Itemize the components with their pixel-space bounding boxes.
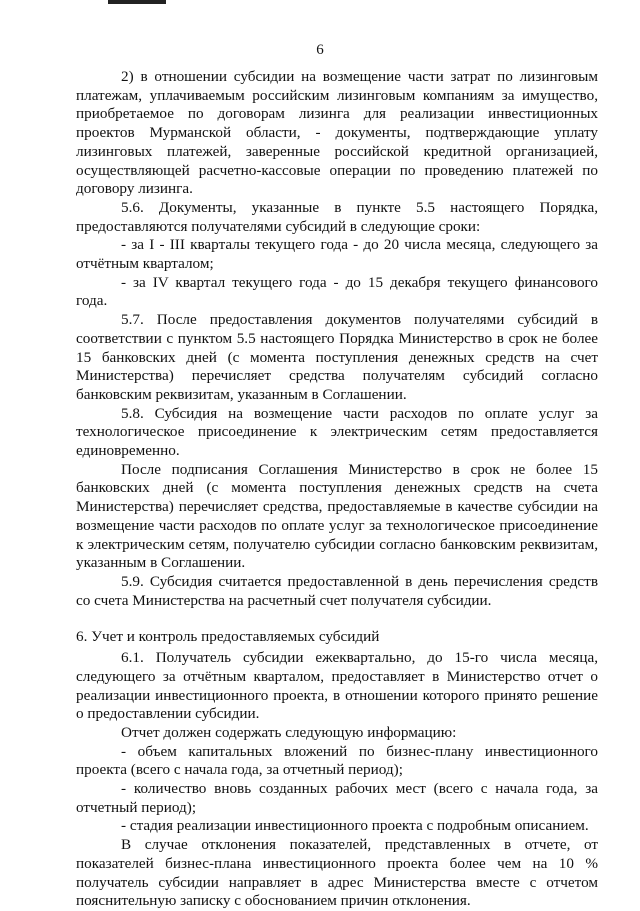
list-item-quarters-1-3: - за I - III кварталы текущего года - до 20 числа месяца, следующего за отчётным кварталом; <box>76 236 598 273</box>
paragraph-5-6: 5.6. Документы, указанные в пункте 5.5 настоящего Порядка, предоставляются получателями субсидий в следующие сроки: <box>76 198 598 235</box>
page-number: 6 <box>316 42 324 58</box>
paragraph-after-agreement: После подписания Соглашения Министерство в срок не более 15 банковских дней (с момента поступления денежных средств на счета Министерства) перечисляет средства, предоставляемые в качестве субсидии на возмещение части расходов по оплате услуг за технологическое присоединение к электрическим сетям, получателю субсидии согласно банковским реквизитам, указанным в Соглашении. <box>76 460 598 572</box>
list-item-new-jobs: - количество вновь созданных рабочих мест (всего с начала года, за отчетный период); <box>76 780 598 816</box>
paragraph-6-1: 6.1. Получатель субсидии ежеквартально, до 15-го числа месяца, следующего за отчётным кварталом, предоставляет в Министерство отчет о реализации инвестиционного проекта, в отношении которого принято решение о предоставлении субсидии. <box>76 649 598 723</box>
paragraph-deviation: В случае отклонения показателей, представленных в отчете, от показателей бизнес-плана инвестиционного проекта более чем на 10 % получатель субсидии направляет в адрес Министерства вместе с отчетом пояснительную записку с обоснованием причин отклонения. <box>76 836 598 910</box>
list-item-quarter-4: - за IV квартал текущего года - до 15 декабря текущего финансового года. <box>76 273 598 310</box>
document-body <box>76 68 598 911</box>
list-item-capital-investment: - объем капитальных вложений по бизнес-плану инвестиционного проекта (всего с начала года, за отчетный период); <box>76 742 598 779</box>
section-6-heading: 6. Учет и контроль предоставляемых субсидий <box>76 628 380 646</box>
paragraph-report-contents: Отчет должен содержать следующую информацию: <box>121 723 457 741</box>
list-item-project-stage: - стадия реализации инвестиционного проекта с подробным описанием. <box>121 817 589 835</box>
paragraph-5-8: 5.8. Субсидия на возмещение части расходов по оплате услуг за технологическое присоединение к электрическим сетям предоставляется единовременно. <box>76 404 598 460</box>
paragraph-5-7: 5.7. После предоставления документов получателями субсидий в соответствии с пунктом 5.5 настоящего Порядка Министерство в срок не более 15 банковских дней (с момента поступления денежных средств на счет Министерства) перечисляет средства получателям субсидий согласно банковским реквизитам, указанным в Соглашении. <box>76 311 598 403</box>
paragraph-5-9: 5.9. Субсидия считается предоставленной в день перечисления средств со счета Министерства на расчетный счет получателя субсидии. <box>76 572 598 609</box>
header-rule <box>108 0 166 4</box>
paragraph-lease-documents: 2) в отношении субсидии на возмещение части затрат по лизинговым платежам, уплачиваемым российским лизинговым компаниям за имущество, приобретаемое по договорам лизинга для реализации инвестиционных проектов Мурманской области, - документы, подтверждающие уплату лизинговых платежей, заверенные российской кредитной организацией, осуществляющей расчетно-кассовые операции по проведению платежей по договору лизинга. <box>76 68 598 198</box>
